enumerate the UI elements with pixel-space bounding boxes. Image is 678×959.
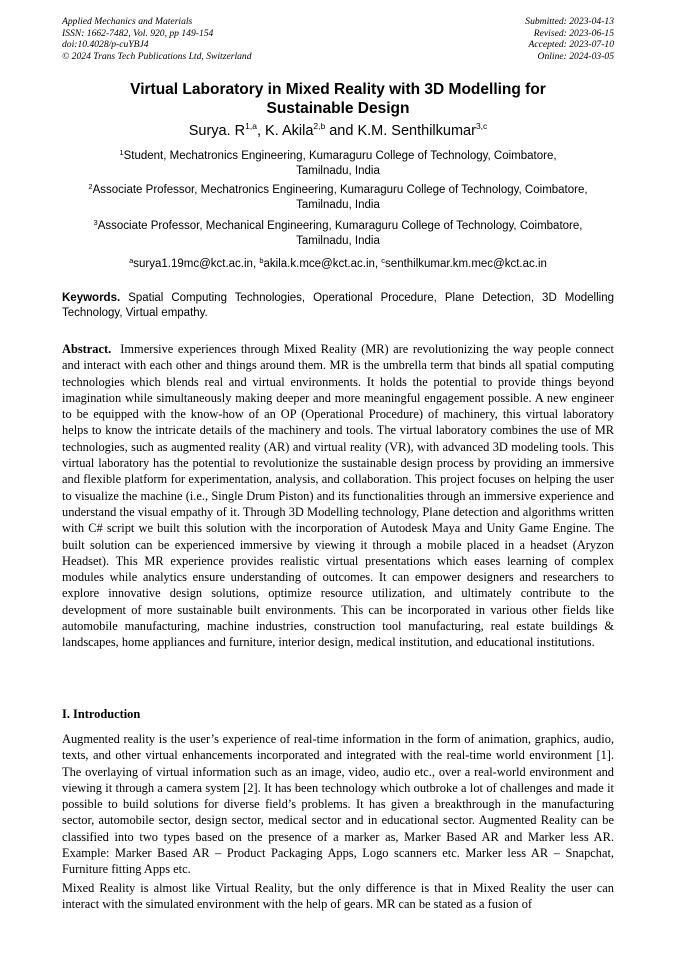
email-mark: c bbox=[381, 256, 386, 265]
journal-doi: doi:10.4028/p-cuYBJ4 bbox=[62, 39, 149, 51]
title-line: Virtual Laboratory in Mixed Reality with 3D Modelling for bbox=[130, 81, 546, 98]
affiliation-number: 3 bbox=[93, 218, 98, 227]
title-line: Sustainable Design bbox=[266, 100, 410, 117]
abstract-block bbox=[62, 341, 614, 651]
affiliation-text: Associate Professor, Mechanical Engineering, Kumaraguru College of Technology, Coimbatore, bbox=[97, 220, 583, 232]
email-address: senthilkumar.km.mec@kct.ac.in bbox=[385, 258, 547, 270]
email-mark: b bbox=[259, 256, 264, 265]
paper-title bbox=[62, 80, 614, 118]
author-affiliation-mark: 1,a bbox=[245, 121, 257, 131]
abstract-label: Abstract. bbox=[62, 342, 112, 356]
keywords-text: Spatial Computing Technologies, Operational Procedure, Plane Detection, 3D Modelling Technology, Virtual empathy. bbox=[62, 292, 614, 319]
date-submitted: Submitted: 2023-04-13 bbox=[525, 16, 614, 27]
body-paragraph: Mixed Reality is almost like Virtual Reality, but the only difference is that in Mixed Reality the user can interact with the simulated environment with the help of gears. MR can be stated as a fusion of bbox=[62, 881, 614, 912]
author-emails bbox=[62, 257, 614, 272]
journal-issn: ISSN: 1662-7482, Vol. 920, pp 149-154 bbox=[62, 27, 214, 39]
email-address: akila.k.mce@kct.ac.in, bbox=[263, 258, 382, 270]
journal-name: Applied Mechanics and Materials bbox=[62, 16, 193, 27]
affiliation-text: Tamilnadu, India bbox=[296, 235, 380, 247]
affiliation-number: 1 bbox=[119, 148, 124, 157]
email-mark: a bbox=[129, 256, 134, 265]
author-separator: and bbox=[325, 123, 358, 139]
journal-copyright: © 2024 Trans Tech Publications Ltd, Switzerland bbox=[62, 50, 252, 62]
section-heading: I. Introduction bbox=[62, 707, 141, 721]
affiliation-text: Tamilnadu, India bbox=[296, 199, 380, 211]
affiliation-number: 2 bbox=[88, 182, 93, 191]
affiliation-text: Tamilnadu, India bbox=[296, 165, 380, 177]
date-revised: Revised: 2023-06-15 bbox=[533, 27, 614, 39]
abstract-text: Immersive experiences through Mixed Reality (MR) are revolutionizing the way people connect and interact with each other and things around them. MR is the umbrella term that binds all spatial computing technologies which blends real and virtual environments. It holds the potential to provide things beyond imagination while simultaneously making deeper and more meaningful engagement possible. A new engineer to be equipped with the know-how of an OP (Operational Procedure) of machinery, this virtual laboratory helps to know the intricate details of the machinery and tools. The virtual laboratory combines the use of MR technologies, such as augmented reality (AR) and virtual reality (VR), with advanced 3D modeling tools. This virtual laboratory has the potential to revolutionize the sustainable design process by providing an immersive and flexible platform for experimentation, analysis, and collaboration. This project focuses on helping the user to visualize the machine (i.e., Single Drum Piston) and its functionalities through an immersive experience and understand the visual empathy of it. Through 3D Modelling technology, Plane detection and algorithms written with C# script we built this solution with the incorporation of Autodesk Maya and Unity Game Engine. The built solution can be experienced immersive by viewing it through a mobile placed in a headset (Aryzon Headset). This MR experience provides realistic virtual presentations which eases learning of complex modules while analytics ensure understanding of outcomes. It can empower designers and researchers to explore innovative design solutions, optimize resource utilization, and ultimately contribute to the development of more sustainable built environments. This can be incorporated in various other fields like automobile manufacturing, machine industries, construction tool manufacturing, real estate buildings & landscapes, home appliances and furniture, interior design, medical institution, and educational institutions. bbox=[62, 342, 614, 650]
author-name: Surya. R bbox=[188, 123, 246, 139]
submission-dates bbox=[525, 16, 614, 62]
affiliation-text: Student, Mechatronics Engineering, Kumaraguru College of Technology, Coimbatore, bbox=[123, 150, 557, 162]
email-address: surya1.19mc@kct.ac.in, bbox=[133, 258, 260, 270]
affiliation-text: Associate Professor, Mechatronics Engineering, Kumaraguru College of Technology, Coimbatore, bbox=[92, 184, 588, 196]
author-name: K.M. Senthilkumar bbox=[357, 123, 476, 139]
date-accepted: Accepted: 2023-07-10 bbox=[528, 39, 614, 51]
body-paragraph: Augmented reality is the user’s experience of real-time information in the form of animation, graphics, audio, texts, and other virtual enhancements incorporated and integrated with the real-time world environment [1]. The overlaying of virtual information such as an image, video, audio etc., over a real-world environment and viewing it through a camera system [2]. It has been technology which outbroke a lot of challenges and made it possible to build solutions for diverse field’s problems. It has given a breakthrough in the manufacturing sector, automobile sector, design sector, medical sector and in educational sector. Augmented Reality can be classified into two types based on the presence of a marker as, Marker Based AR and Marker less AR. Example: Marker Based AR – Product Packaging Apps, Logo scanners etc. Marker less AR – Snapchat, Furniture fitting Apps etc. bbox=[62, 732, 614, 877]
keywords-label: Keywords. bbox=[62, 292, 121, 304]
affiliation bbox=[70, 219, 606, 249]
keywords-block bbox=[62, 291, 614, 321]
author-separator: , bbox=[256, 123, 266, 139]
author-name: K. Akila bbox=[265, 123, 314, 139]
affiliation bbox=[70, 183, 606, 213]
journal-info bbox=[62, 16, 252, 62]
affiliation bbox=[70, 149, 606, 179]
author-affiliation-mark: 2,b bbox=[313, 121, 326, 131]
author-affiliation-mark: 3,c bbox=[475, 121, 488, 131]
author-list bbox=[62, 122, 614, 140]
date-online: Online: 2024-03-05 bbox=[537, 50, 614, 62]
